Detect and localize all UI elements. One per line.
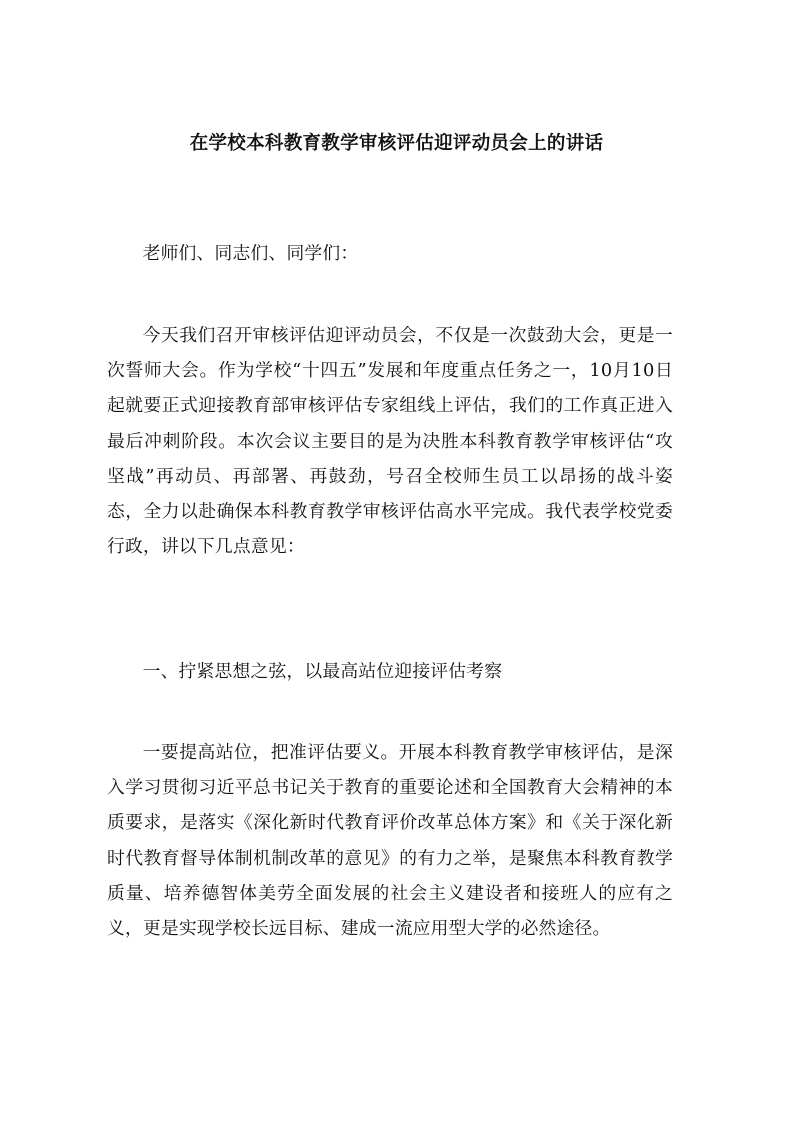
document-title: 在学校本科教育教学审核评估迎评动员会上的讲话: [189, 133, 604, 154]
section-heading-1: 一、拧紧思想之弦，以最高站位迎接评估考察: [142, 661, 503, 682]
body-paragraph-1: 今天我们召开审核评估迎评动员会，不仅是一次鼓劲大会，更是一次誓师大会。作为学校“十四五”发展和年度重点任务之一，10月10日起就要正式迎接教育部审核评估专家组线上评估，我们的工作真正进入最后冲刺阶段。本次会议主要目的是为决胜本科教育教学审核评估“攻坚战”再动员、再部署、再鼓劲，号召全校师生员工以昂扬的战斗姿态，全力以赴确保本科教育教学审核评估高水平完成。我代表学校党委行政，讲以下几点意见：: [107, 325, 673, 558]
greeting-line: 老师们、同志们、同学们：: [142, 243, 359, 264]
body-paragraph-2: 一要提高站位，把准评估要义。开展本科教育教学审核评估，是深入学习贯彻习近平总书记关于教育的重要论述和全国教育大会精神的本质要求，是落实《深化新时代教育评价改革总体方案》和《关于深化新时代教育督导体制机制改革的意见》的有力之举，是聚焦本科教育教学质量、培养德智体美劳全面发展的社会主义建设者和接班人的应有之义，更是实现学校长远目标、建成一流应用型大学的必然途径。: [107, 742, 673, 940]
